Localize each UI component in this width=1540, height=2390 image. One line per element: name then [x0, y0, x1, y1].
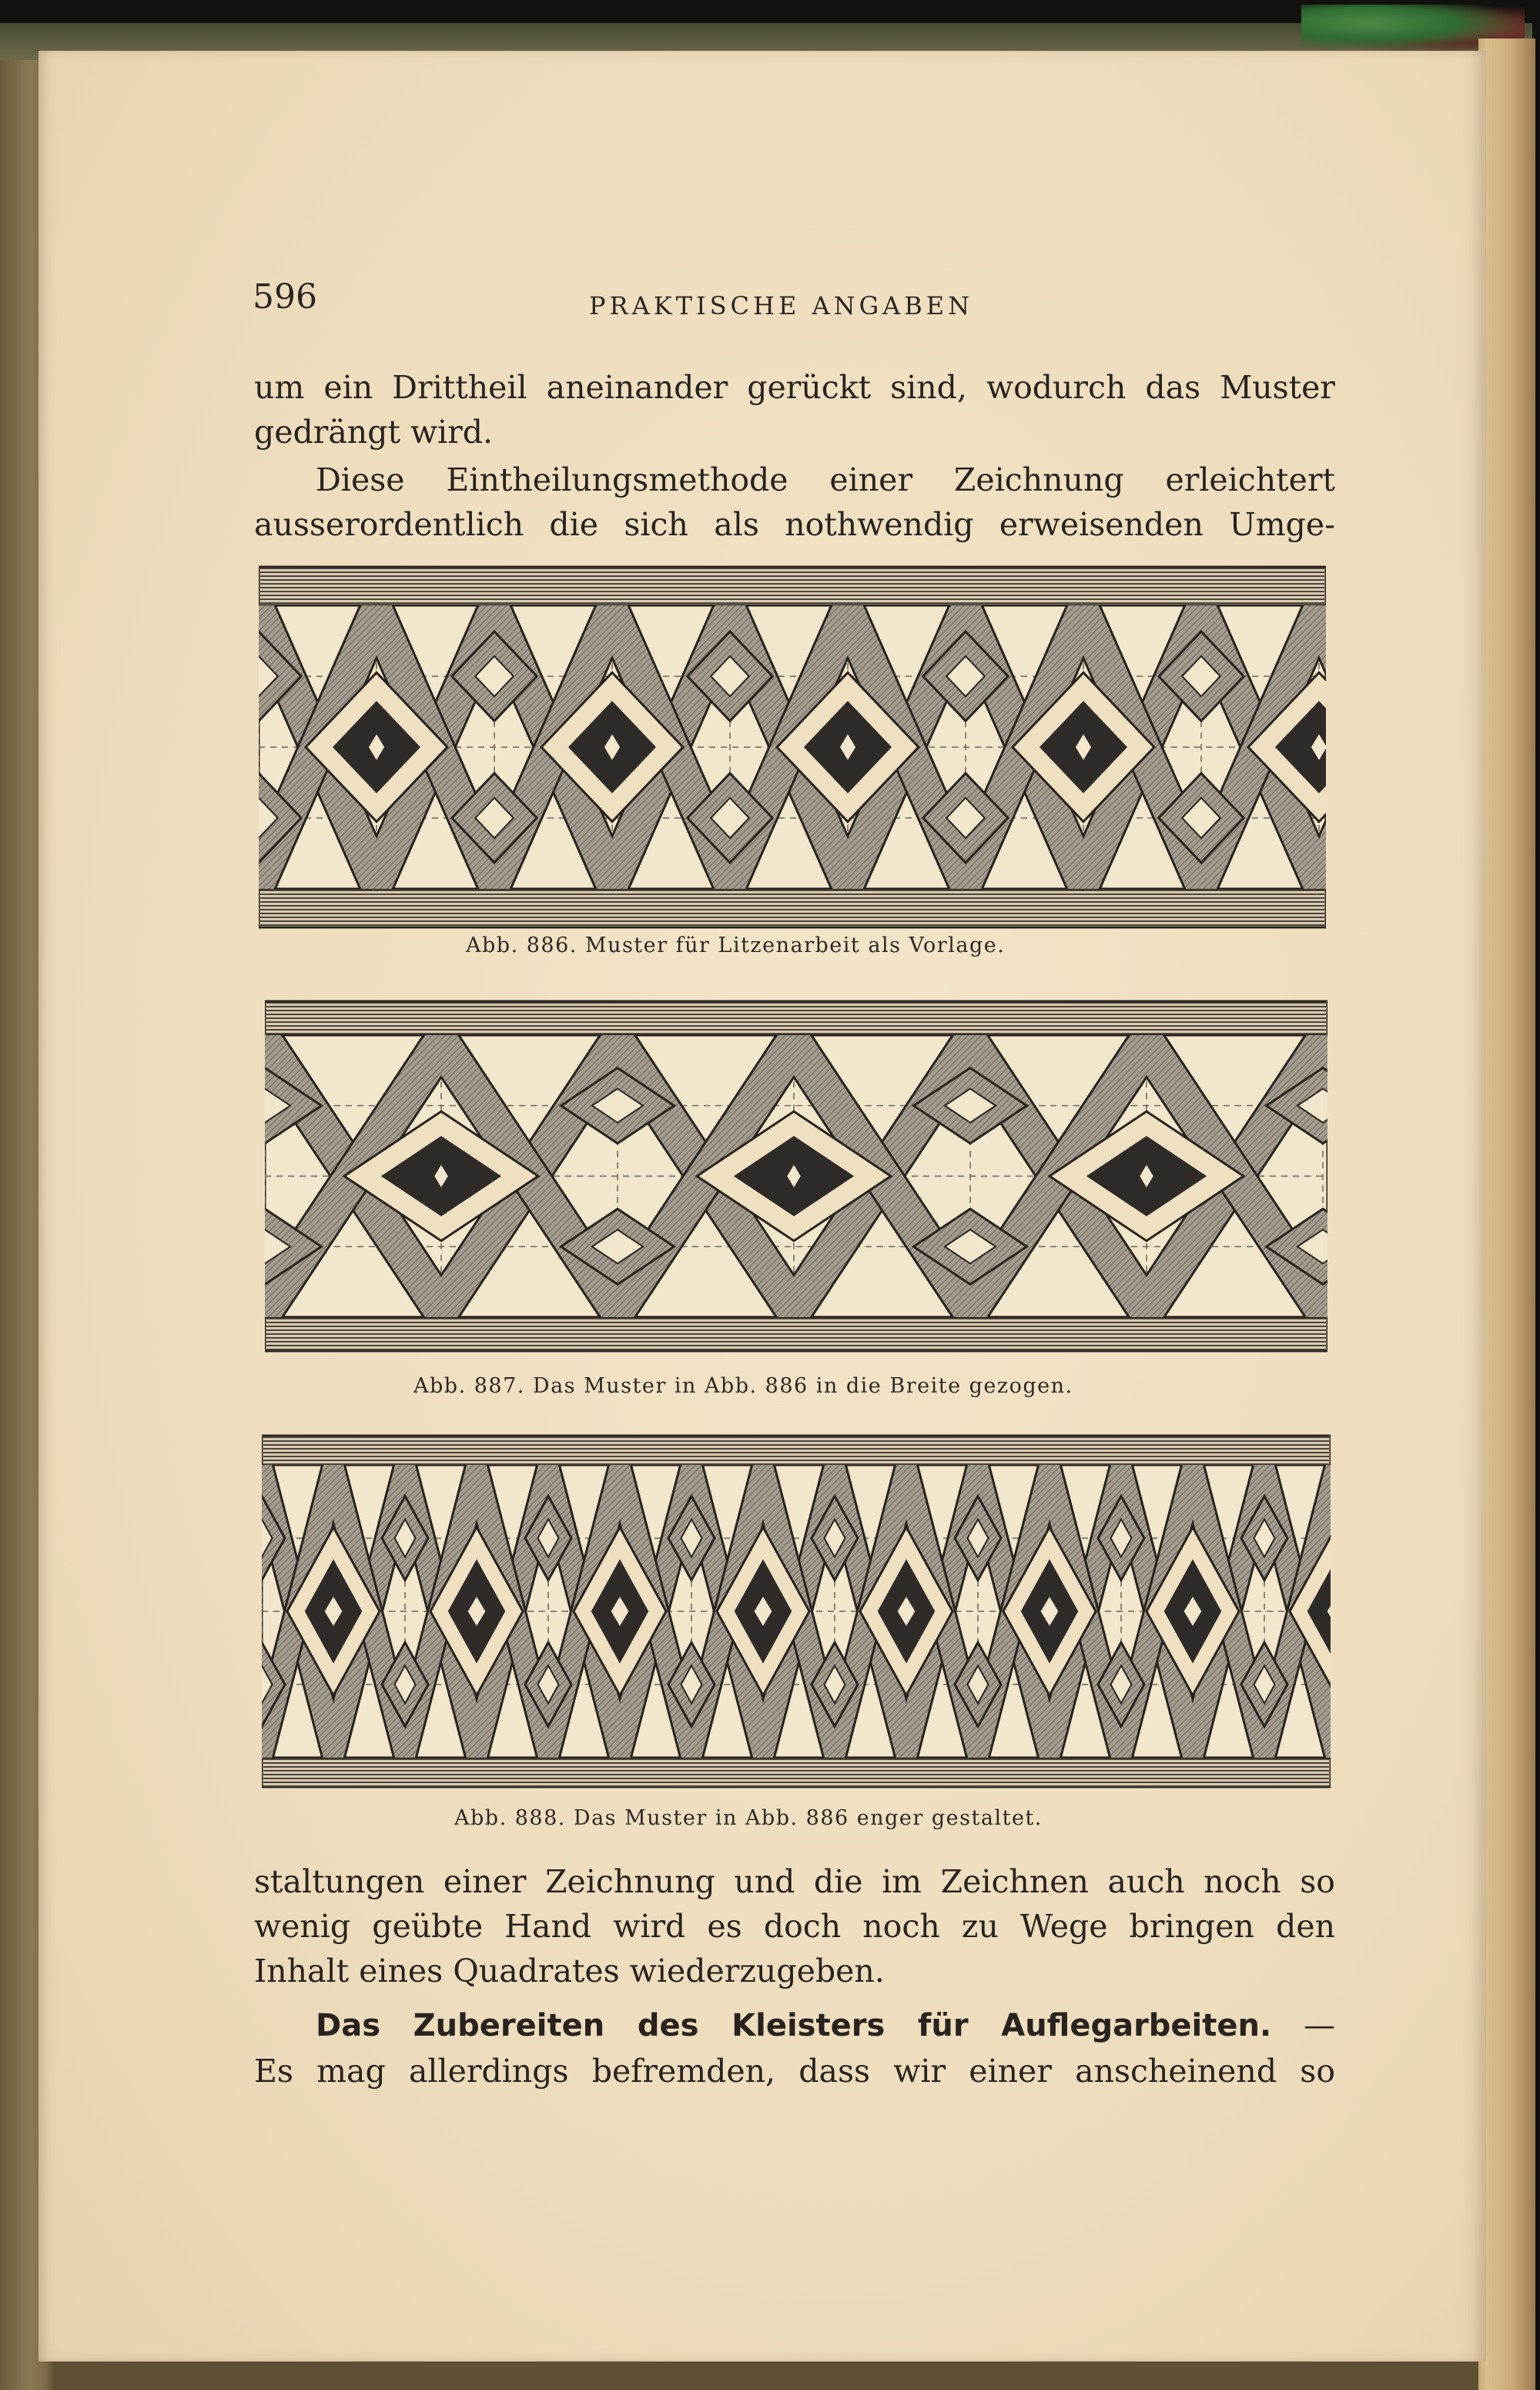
figure-888-braid-pattern [262, 1434, 1331, 1788]
page-stack-edge [1478, 39, 1535, 2390]
body-text-line: Diese Eintheilungsmethode einer Zeichnung erleichtert [316, 461, 1335, 498]
figure-887-braid-pattern [265, 1000, 1327, 1353]
figure-caption: Abb. 887. Das Muster in Abb. 886 in die Breite gezogen. [413, 1374, 1073, 1398]
figure-caption: Abb. 886. Muster für Litzenarbeit als Vorlage. [466, 934, 1006, 957]
section-heading-line [254, 2003, 1335, 2048]
body-text-line: gedrängt wird. [254, 414, 494, 451]
heading-dash: — [1271, 2006, 1335, 2043]
body-text-line: Inhalt eines Quadrates wiederzugeben. [254, 1953, 885, 1989]
braid-pattern-illustration [262, 1434, 1331, 1788]
running-head: PRAKTISCHE ANGABEN [589, 291, 974, 320]
figure-caption: Abb. 888. Das Muster in Abb. 886 enger gestaltet. [454, 1806, 1043, 1830]
page-number: 596 [253, 277, 317, 317]
braid-strands [265, 1035, 1327, 1317]
body-text-line: wenig geübte Hand wird es doch noch zu Wege bringen den [254, 1908, 1335, 1945]
body-text-line: um ein Drittheil aneinander gerückt sind, wodurch das Muster [254, 369, 1335, 406]
body-text-line: staltungen einer Zeichnung und die im Zeichnen auch noch so [254, 1863, 1335, 1900]
body-text-line: ausserordentlich die sich als nothwendig erweisenden Umge- [254, 506, 1335, 543]
body-text-line: Es mag allerdings befremden, dass wir einer anscheinend so [254, 2053, 1335, 2090]
braid-pattern-illustration [259, 565, 1326, 929]
braid-pattern-illustration [265, 1000, 1327, 1353]
section-heading: Das Zubereiten des Kleisters für Auflegarbeiten. [316, 2008, 1272, 2043]
figure-886-braid-pattern [259, 565, 1326, 929]
